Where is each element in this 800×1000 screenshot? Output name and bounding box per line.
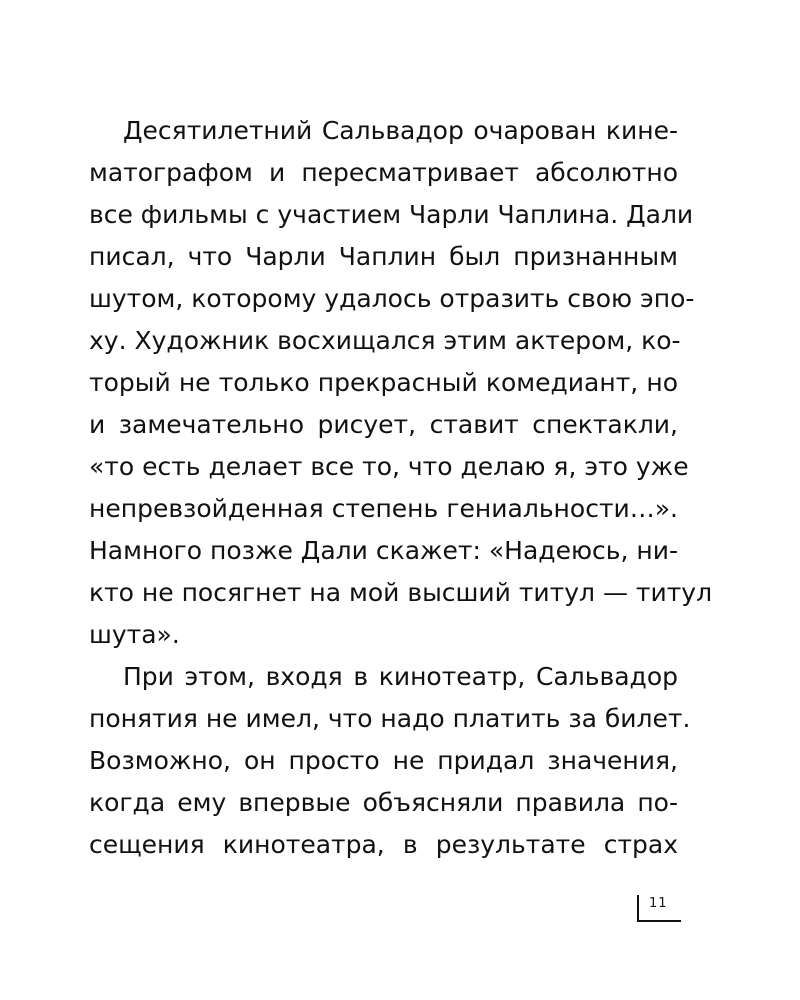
text-line: ху. Художник восхищался этим актером, ко- <box>89 326 681 355</box>
text-line: все фильмы с участием Чарли Чаплина. Дали <box>89 200 694 229</box>
text-line: «то есть делает все то, что делаю я, это уже <box>89 452 689 481</box>
text-line: писал, что Чарли Чаплин был признанным <box>89 242 678 271</box>
text-line: сещения кинотеатра, в результате страх <box>89 830 678 859</box>
text-line: и замечательно рисует, ставит спектакли, <box>89 410 678 439</box>
text-line: торый не только прекрасный комедиант, но <box>89 368 678 397</box>
text-line: матографом и пересматривает абсолютно <box>89 158 678 187</box>
text-line: Возможно, он просто не придал значения, <box>89 746 678 775</box>
text-line: шутом, которому удалось отразить свою эпо- <box>89 284 695 313</box>
paragraph-1 <box>89 110 713 656</box>
text-line: шута». <box>89 620 180 649</box>
page-number-frame <box>637 895 681 922</box>
body-text <box>89 110 713 866</box>
text-line: Намного позже Дали скажет: «Надеюсь, ни- <box>89 536 678 565</box>
text-line: При этом, входя в кинотеатр, Сальвадор <box>123 662 678 691</box>
page-number: 11 <box>649 896 668 911</box>
text-line: кто не посягнет на мой высший титул — титул <box>89 578 713 607</box>
paragraph-2 <box>89 656 691 866</box>
text-line: непревзойденная степень гениальности…». <box>89 494 678 523</box>
text-line: понятия не имел, что надо платить за билет. <box>89 704 691 733</box>
text-line: когда ему впервые объясняли правила по- <box>89 788 678 817</box>
text-line: Десятилетний Сальвадор очарован кине- <box>123 116 678 145</box>
